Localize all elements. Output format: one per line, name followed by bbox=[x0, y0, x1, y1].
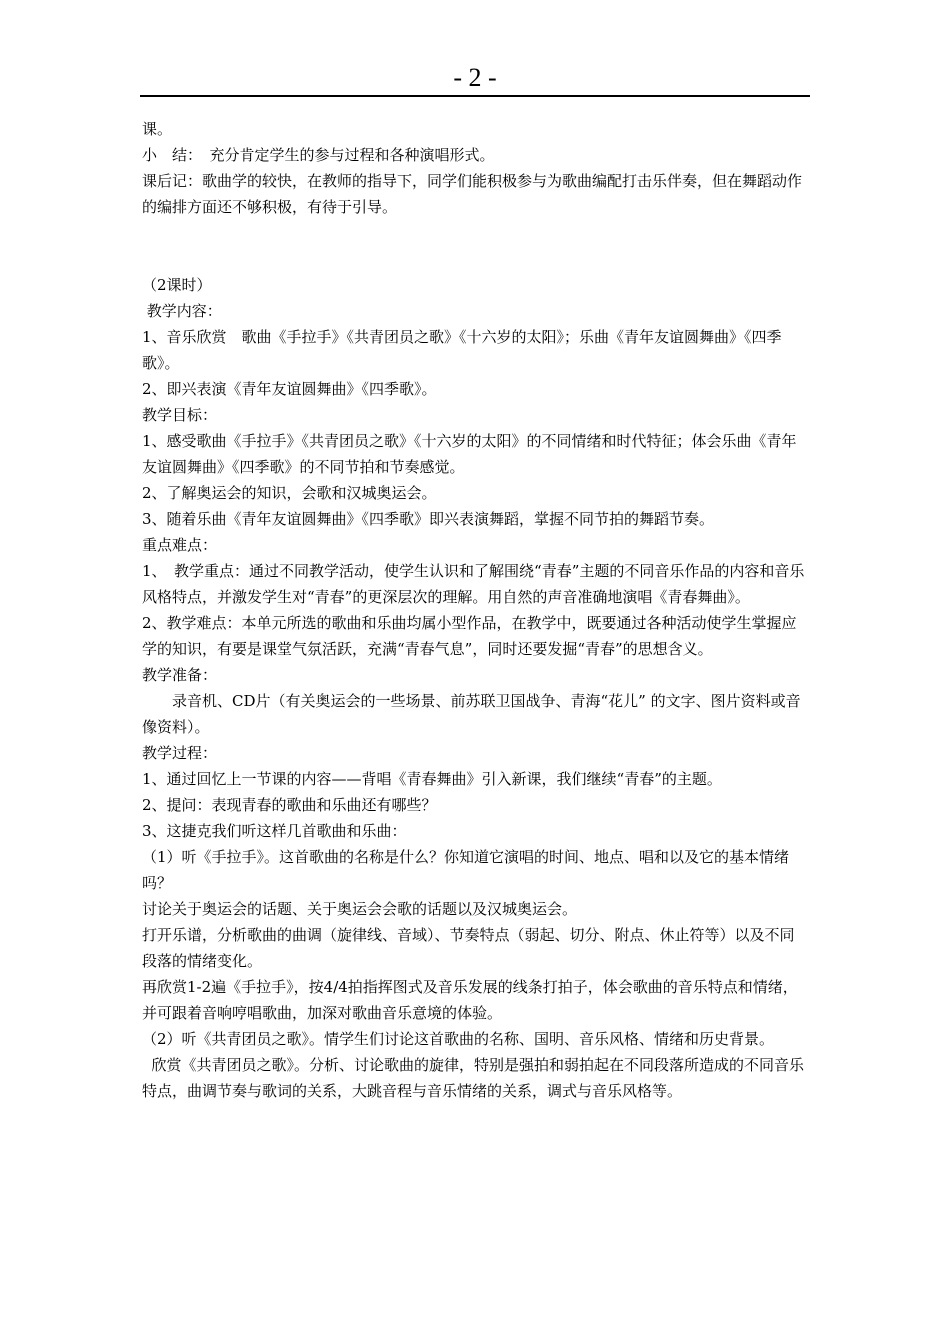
paragraph: 1、 教学重点：通过不同教学活动，使学生认识和了解围绕“青春”主题的不同音乐作品的内容和音乐风格特点，并激发学生对“青春”的更深层次的理解。用自然的声音准确地演唱《青春舞曲》。 bbox=[142, 562, 805, 606]
paragraph: 2、提问：表现青春的歌曲和乐曲还有哪些？ bbox=[142, 796, 437, 814]
paragraph: 3、随着乐曲《青年友谊圆舞曲》《四季歌》即兴表演舞蹈，掌握不同节拍的舞蹈节奏。 bbox=[142, 510, 715, 528]
paragraph: 讨论关于奥运会的话题、关于奥运会会歌的话题以及汉城奥运会。 bbox=[142, 900, 578, 918]
header-rule bbox=[140, 95, 810, 97]
paragraph: 小 结： 充分肯定学生的参与过程和各种演唱形式。 bbox=[142, 146, 495, 164]
section-gap bbox=[142, 220, 808, 272]
paragraph: 1、音乐欣赏 歌曲《手拉手》《共青团员之歌》《十六岁的太阳》；乐曲《青年友谊圆舞曲》《四季歌》。 bbox=[142, 328, 782, 372]
paragraph: 3、这捷克我们听这样几首歌曲和乐曲： bbox=[142, 822, 407, 840]
paragraph: 2、教学难点：本单元所选的歌曲和乐曲均属小型作品，在教学中，既要通过各种活动使学生掌握应学的知识，有要是课堂气氛活跃，充满“青春气息”，同时还要发掘“青春”的思想含义。 bbox=[142, 614, 797, 658]
paragraph: 欣赏《共青团员之歌》。分析、讨论歌曲的旋律，特别是强拍和弱拍起在不同段落所造成的不同音乐特点，曲调节奏与歌词的关系，大跳音程与音乐情绪的关系，调式与音乐风格等。 bbox=[142, 1056, 805, 1100]
paragraph: （2）听《共青团员之歌》。情学生们讨论这首歌曲的名称、国明、音乐风格、情绪和历史背景。 bbox=[142, 1030, 775, 1048]
paragraph: 教学目标： bbox=[142, 406, 218, 424]
paragraph: 重点难点： bbox=[142, 536, 218, 554]
paragraph: 1、通过回忆上一节课的内容——背唱《青春舞曲》引入新课，我们继续“青春”的主题。 bbox=[142, 770, 722, 788]
paragraph: 课。 bbox=[142, 120, 173, 138]
paragraph: 教学准备： bbox=[142, 666, 218, 684]
paragraph: 2、了解奥运会的知识，会歌和汉城奥运会。 bbox=[142, 484, 437, 502]
lesson-summary-section bbox=[142, 116, 808, 220]
paragraph: 2、即兴表演《青年友谊圆舞曲》《四季歌》。 bbox=[142, 380, 437, 398]
paragraph: 打开乐谱，分析歌曲的曲调（旋律线、音域）、节奏特点（弱起、切分、附点、休止符等）以及不同段落的情绪变化。 bbox=[142, 926, 795, 970]
paragraph: 再欣赏1-2遍《手拉手》，按4/4拍指挥图式及音乐发展的线条打拍子，体会歌曲的音乐特点和情绪，并可跟着音响哼唱歌曲，加深对歌曲音乐意境的体验。 bbox=[142, 978, 798, 1022]
document-body bbox=[142, 116, 808, 1104]
paragraph: 1、感受歌曲《手拉手》《共青团员之歌》《十六岁的太阳》的不同情绪和时代特征；体会乐曲《青年友谊圆舞曲》《四季歌》的不同节拍和节奏感觉。 bbox=[142, 432, 797, 476]
paragraph: 录音机、CD片（有关奥运会的一些场景、前苏联卫国战争、青海“花儿” 的文字、图片资料或音像资料）。 bbox=[142, 692, 801, 736]
lesson-plan-section bbox=[142, 272, 808, 1104]
paragraph: 教学过程： bbox=[142, 744, 218, 762]
paragraph: 课后记：歌曲学的较快，在教师的指导下，同学们能积极参与为歌曲编配打击乐伴奏，但在舞蹈动作的编排方面还不够积极，有待于引导。 bbox=[142, 172, 803, 216]
paragraph: （2课时） bbox=[142, 276, 212, 294]
paragraph: 教学内容： bbox=[142, 302, 222, 320]
page-number: - 2 - bbox=[453, 63, 497, 92]
paragraph: （1）听《手拉手》。这首歌曲的名称是什么？你知道它演唱的时间、地点、唱和以及它的基本情绪吗？ bbox=[142, 848, 790, 892]
